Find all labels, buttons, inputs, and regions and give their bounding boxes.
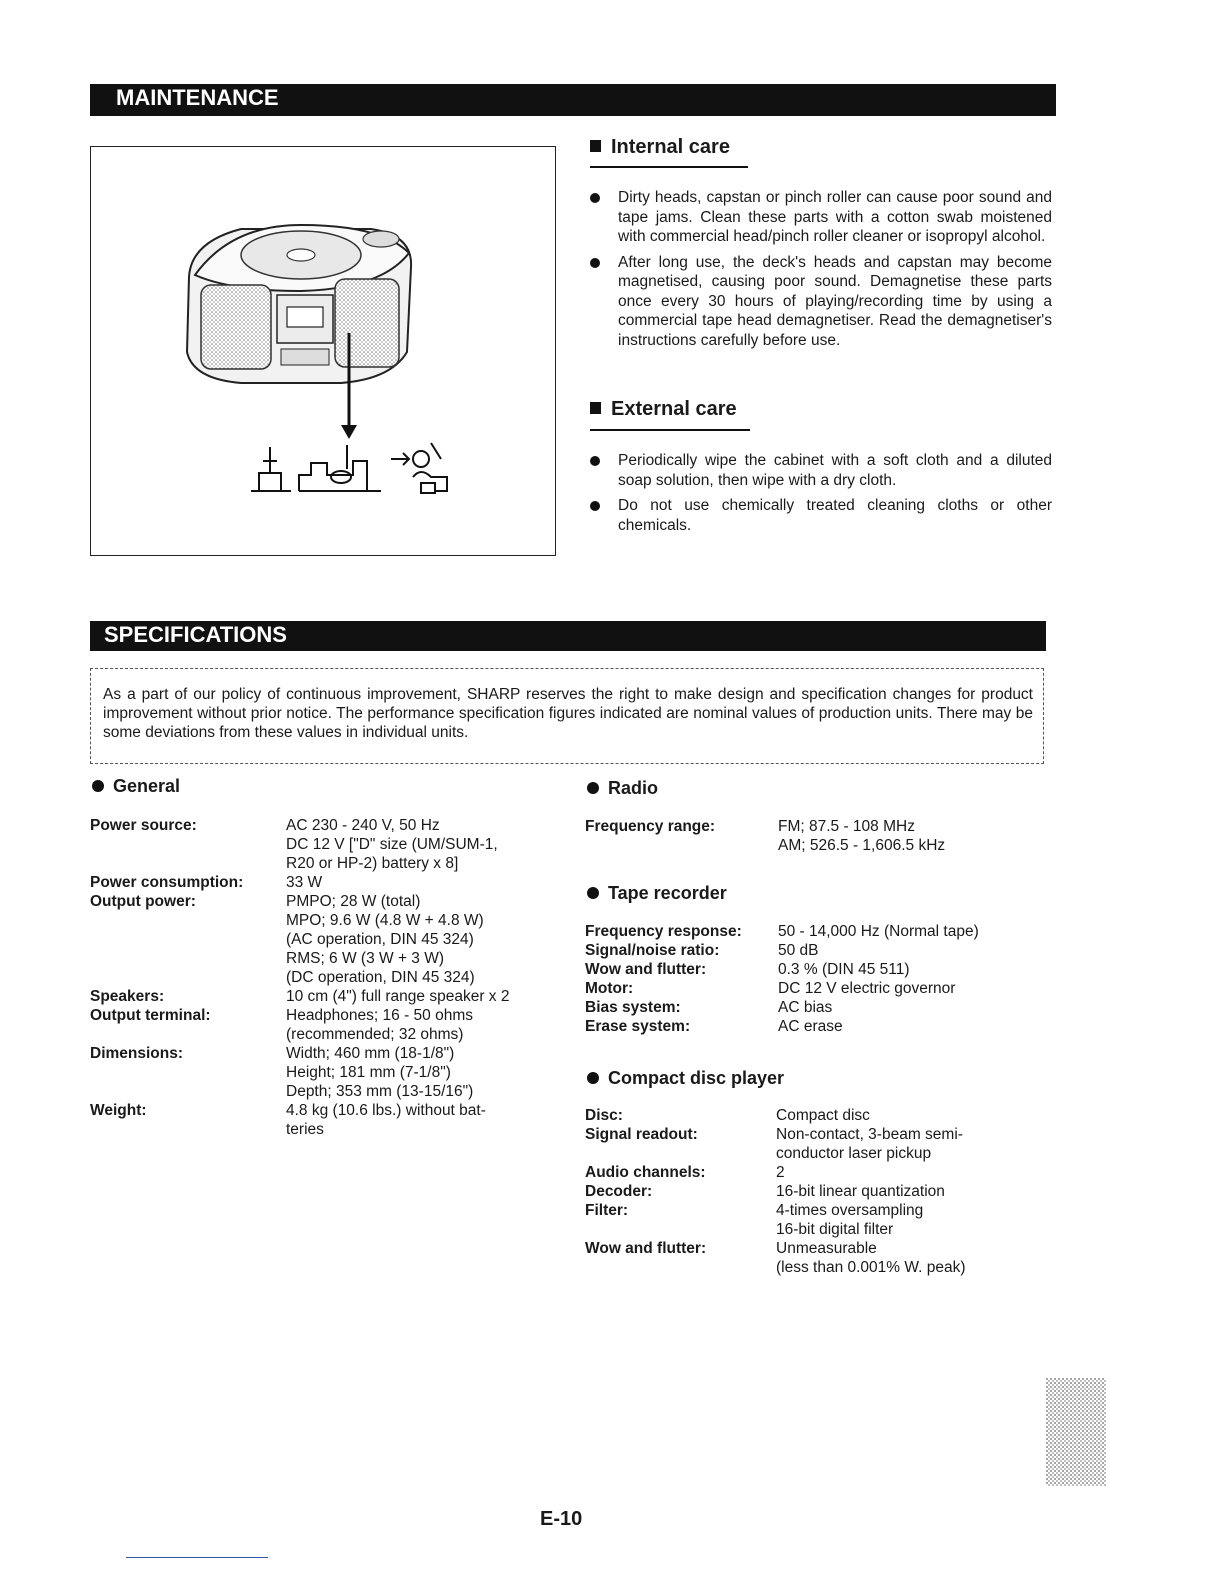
external-care-heading xyxy=(590,398,737,421)
spec-value xyxy=(778,941,1045,960)
page-number: E-10 xyxy=(540,1508,583,1530)
spec-label: Erase system: xyxy=(585,1018,691,1035)
spec-value-line: (DC operation, DIN 45 324) xyxy=(286,969,475,986)
spec-value xyxy=(778,922,1045,941)
spec-row xyxy=(585,1017,1045,1036)
spec-label: Weight: xyxy=(90,1102,147,1119)
spec-label: Wow and flutter: xyxy=(585,1240,707,1257)
spec-row xyxy=(90,892,570,987)
spec-value xyxy=(778,979,1045,998)
spec-value-line: MPO; 9.6 W (4.8 W + 4.8 W) xyxy=(286,912,484,929)
spec-value xyxy=(776,1125,1045,1163)
spec-row xyxy=(585,960,1045,979)
spec-value-line: 2 xyxy=(776,1164,785,1181)
spec-row xyxy=(585,1201,1045,1239)
spec-value-line: DC 12 V ["D" size (UM/SUM-1, xyxy=(286,836,498,853)
spec-row xyxy=(90,1044,570,1101)
spec-row xyxy=(90,1006,570,1044)
spec-value-line: Compact disc xyxy=(776,1107,870,1124)
specifications-bar xyxy=(90,621,1046,651)
spec-row xyxy=(585,979,1045,998)
spec-label: Output power: xyxy=(90,893,196,910)
spec-label: Signal/noise ratio: xyxy=(585,942,720,959)
spec-value-line: RMS; 6 W (3 W + 3 W) xyxy=(286,950,445,967)
spec-row xyxy=(585,998,1045,1017)
spec-value xyxy=(286,987,570,1006)
maintenance-title: MAINTENANCE xyxy=(116,85,279,110)
spec-value xyxy=(286,873,570,892)
tape-spec-table xyxy=(585,922,1045,1036)
spec-value-line: 0.3 % (DIN 45 511) xyxy=(778,961,910,978)
boombox-illustration xyxy=(91,147,555,555)
spec-value-line: FM; 87.5 - 108 MHz xyxy=(778,818,915,835)
spec-value-line: Depth; 353 mm (13-15/16") xyxy=(286,1083,474,1100)
footer-rule xyxy=(126,1557,268,1558)
spec-label: Speakers: xyxy=(90,988,165,1005)
spec-label: Dimensions: xyxy=(90,1045,184,1062)
spec-value-line: Non-contact, 3-beam semi- xyxy=(776,1126,963,1143)
spec-row xyxy=(585,1163,1045,1182)
spec-label: Decoder: xyxy=(585,1183,653,1200)
spec-value xyxy=(776,1201,1045,1239)
spec-value xyxy=(776,1182,1045,1201)
spec-row xyxy=(585,941,1045,960)
spec-value xyxy=(286,816,570,873)
tape-recorder-heading: Tape recorder xyxy=(587,883,727,904)
spec-value-line: Headphones; 16 - 50 ohms xyxy=(286,1007,473,1024)
spec-value-line: (recommended; 32 ohms) xyxy=(286,1026,464,1043)
spec-value xyxy=(286,1006,570,1044)
spec-label: Bias system: xyxy=(585,999,681,1016)
spec-value-line: 50 dB xyxy=(778,942,819,959)
external-care-list xyxy=(590,451,1052,541)
square-bullet-icon xyxy=(590,402,601,414)
spec-value-line: PMPO; 28 W (total) xyxy=(286,893,421,910)
spec-row xyxy=(585,1106,1045,1125)
radio-heading: Radio xyxy=(587,778,658,799)
spec-value xyxy=(778,1017,1045,1036)
spec-row xyxy=(90,816,570,873)
general-heading: General xyxy=(92,776,180,797)
bullet-icon xyxy=(590,193,600,203)
spec-label: Motor: xyxy=(585,980,634,997)
radio-spec-table xyxy=(585,817,1045,855)
spec-value-line: 4.8 kg (10.6 lbs.) without bat- xyxy=(286,1102,486,1119)
spec-value-line: (AC operation, DIN 45 324) xyxy=(286,931,474,948)
bullet-icon xyxy=(587,1072,599,1084)
general-spec-table xyxy=(90,816,570,1139)
spec-value-line: 50 - 14,000 Hz (Normal tape) xyxy=(778,923,979,940)
bullet-icon xyxy=(92,780,104,792)
spec-value xyxy=(778,998,1045,1017)
internal-care-heading xyxy=(590,136,730,159)
spec-value xyxy=(778,960,1045,979)
spec-value-line: Unmeasurable xyxy=(776,1240,877,1257)
halftone-patch xyxy=(1046,1378,1106,1486)
spec-value-line: Height; 181 mm (7-1/8") xyxy=(286,1064,451,1081)
spec-label: Frequency response: xyxy=(585,923,742,940)
internal-care-underline xyxy=(590,166,748,168)
spec-label: Output terminal: xyxy=(90,1007,211,1024)
list-item: Dirty heads, capstan or pinch roller can cause poor sound and tape jams. Clean these parts with a cotton swab moistened with commercial head/pinch roller cleaner or isopropyl alcohol. xyxy=(590,188,1052,247)
spec-value-line: AC erase xyxy=(778,1018,843,1035)
spec-label: Power source: xyxy=(90,817,197,834)
spec-label: Signal readout: xyxy=(585,1126,698,1143)
cd-player-heading: Compact disc player xyxy=(587,1068,784,1089)
spec-row xyxy=(90,987,570,1006)
spec-value-line: 33 W xyxy=(286,874,323,891)
spec-value-line: (less than 0.001% W. peak) xyxy=(776,1259,966,1276)
spec-row xyxy=(585,817,1045,855)
maintenance-bar xyxy=(90,84,1056,116)
maintenance-figure xyxy=(90,146,556,556)
spec-value-line: AC bias xyxy=(778,999,833,1016)
specification-notice: As a part of our policy of continuous improvement, SHARP reserves the right to make design and specification changes for product improvement without prior notice. The performance specification figures indicated are nominal values of production units. There may be some deviations from these values in individual units. xyxy=(90,668,1044,764)
spec-value xyxy=(776,1163,1045,1182)
spec-value-line: 16-bit digital filter xyxy=(776,1221,894,1238)
bullet-icon xyxy=(590,501,600,511)
spec-row xyxy=(585,922,1045,941)
square-bullet-icon xyxy=(590,140,601,152)
spec-row xyxy=(90,873,570,892)
external-care-title: External care xyxy=(611,398,737,420)
spec-row xyxy=(585,1182,1045,1201)
spec-value xyxy=(286,1101,570,1139)
cd-spec-table xyxy=(585,1106,1045,1277)
list-item: Do not use chemically treated cleaning cloths or other chemicals. xyxy=(590,496,1052,535)
spec-value xyxy=(776,1239,1045,1277)
spec-value-line: R20 or HP-2) battery x 8] xyxy=(286,855,459,872)
bullet-icon xyxy=(590,456,600,466)
spec-label: Wow and flutter: xyxy=(585,961,707,978)
spec-label: Disc: xyxy=(585,1107,623,1124)
spec-label: Frequency range: xyxy=(585,818,716,835)
spec-value xyxy=(776,1106,1045,1125)
external-care-underline xyxy=(590,429,750,431)
spec-value-line: AC 230 - 240 V, 50 Hz xyxy=(286,817,440,834)
spec-value-line: DC 12 V electric governor xyxy=(778,980,956,997)
list-item: After long use, the deck's heads and capstan may become magnetised, causing poor sound. Demagnetise these parts once every 30 hours of playing/recording time by using a commercial tape head demagnetiser. Read the demagnetiser's instructions carefully before use. xyxy=(590,253,1052,351)
bullet-icon xyxy=(590,258,600,268)
spec-value-line: teries xyxy=(286,1121,324,1138)
spec-row xyxy=(585,1239,1045,1277)
spec-label: Filter: xyxy=(585,1202,629,1219)
spec-value-line: 10 cm (4") full range speaker x 2 xyxy=(286,988,510,1005)
list-item: Periodically wipe the cabinet with a soft cloth and a diluted soap solution, then wipe with a dry cloth. xyxy=(590,451,1052,490)
internal-care-title: Internal care xyxy=(611,136,730,158)
spec-row xyxy=(585,1125,1045,1163)
spec-value-line: conductor laser pickup xyxy=(776,1145,932,1162)
spec-value-line: 16-bit linear quantization xyxy=(776,1183,945,1200)
spec-value xyxy=(778,817,1045,855)
spec-value-line: Width; 460 mm (18-1/8") xyxy=(286,1045,455,1062)
spec-value-line: 4-times oversampling xyxy=(776,1202,924,1219)
spec-label: Audio channels: xyxy=(585,1164,706,1181)
internal-care-list xyxy=(590,188,1052,356)
spec-value xyxy=(286,1044,570,1101)
spec-value-line: AM; 526.5 - 1,606.5 kHz xyxy=(778,837,946,854)
bullet-icon xyxy=(587,887,599,899)
spec-row xyxy=(90,1101,570,1139)
spec-value xyxy=(286,892,570,987)
spec-label: Power consumption: xyxy=(90,874,244,891)
specifications-title: SPECIFICATIONS xyxy=(104,622,287,647)
bullet-icon xyxy=(587,782,599,794)
